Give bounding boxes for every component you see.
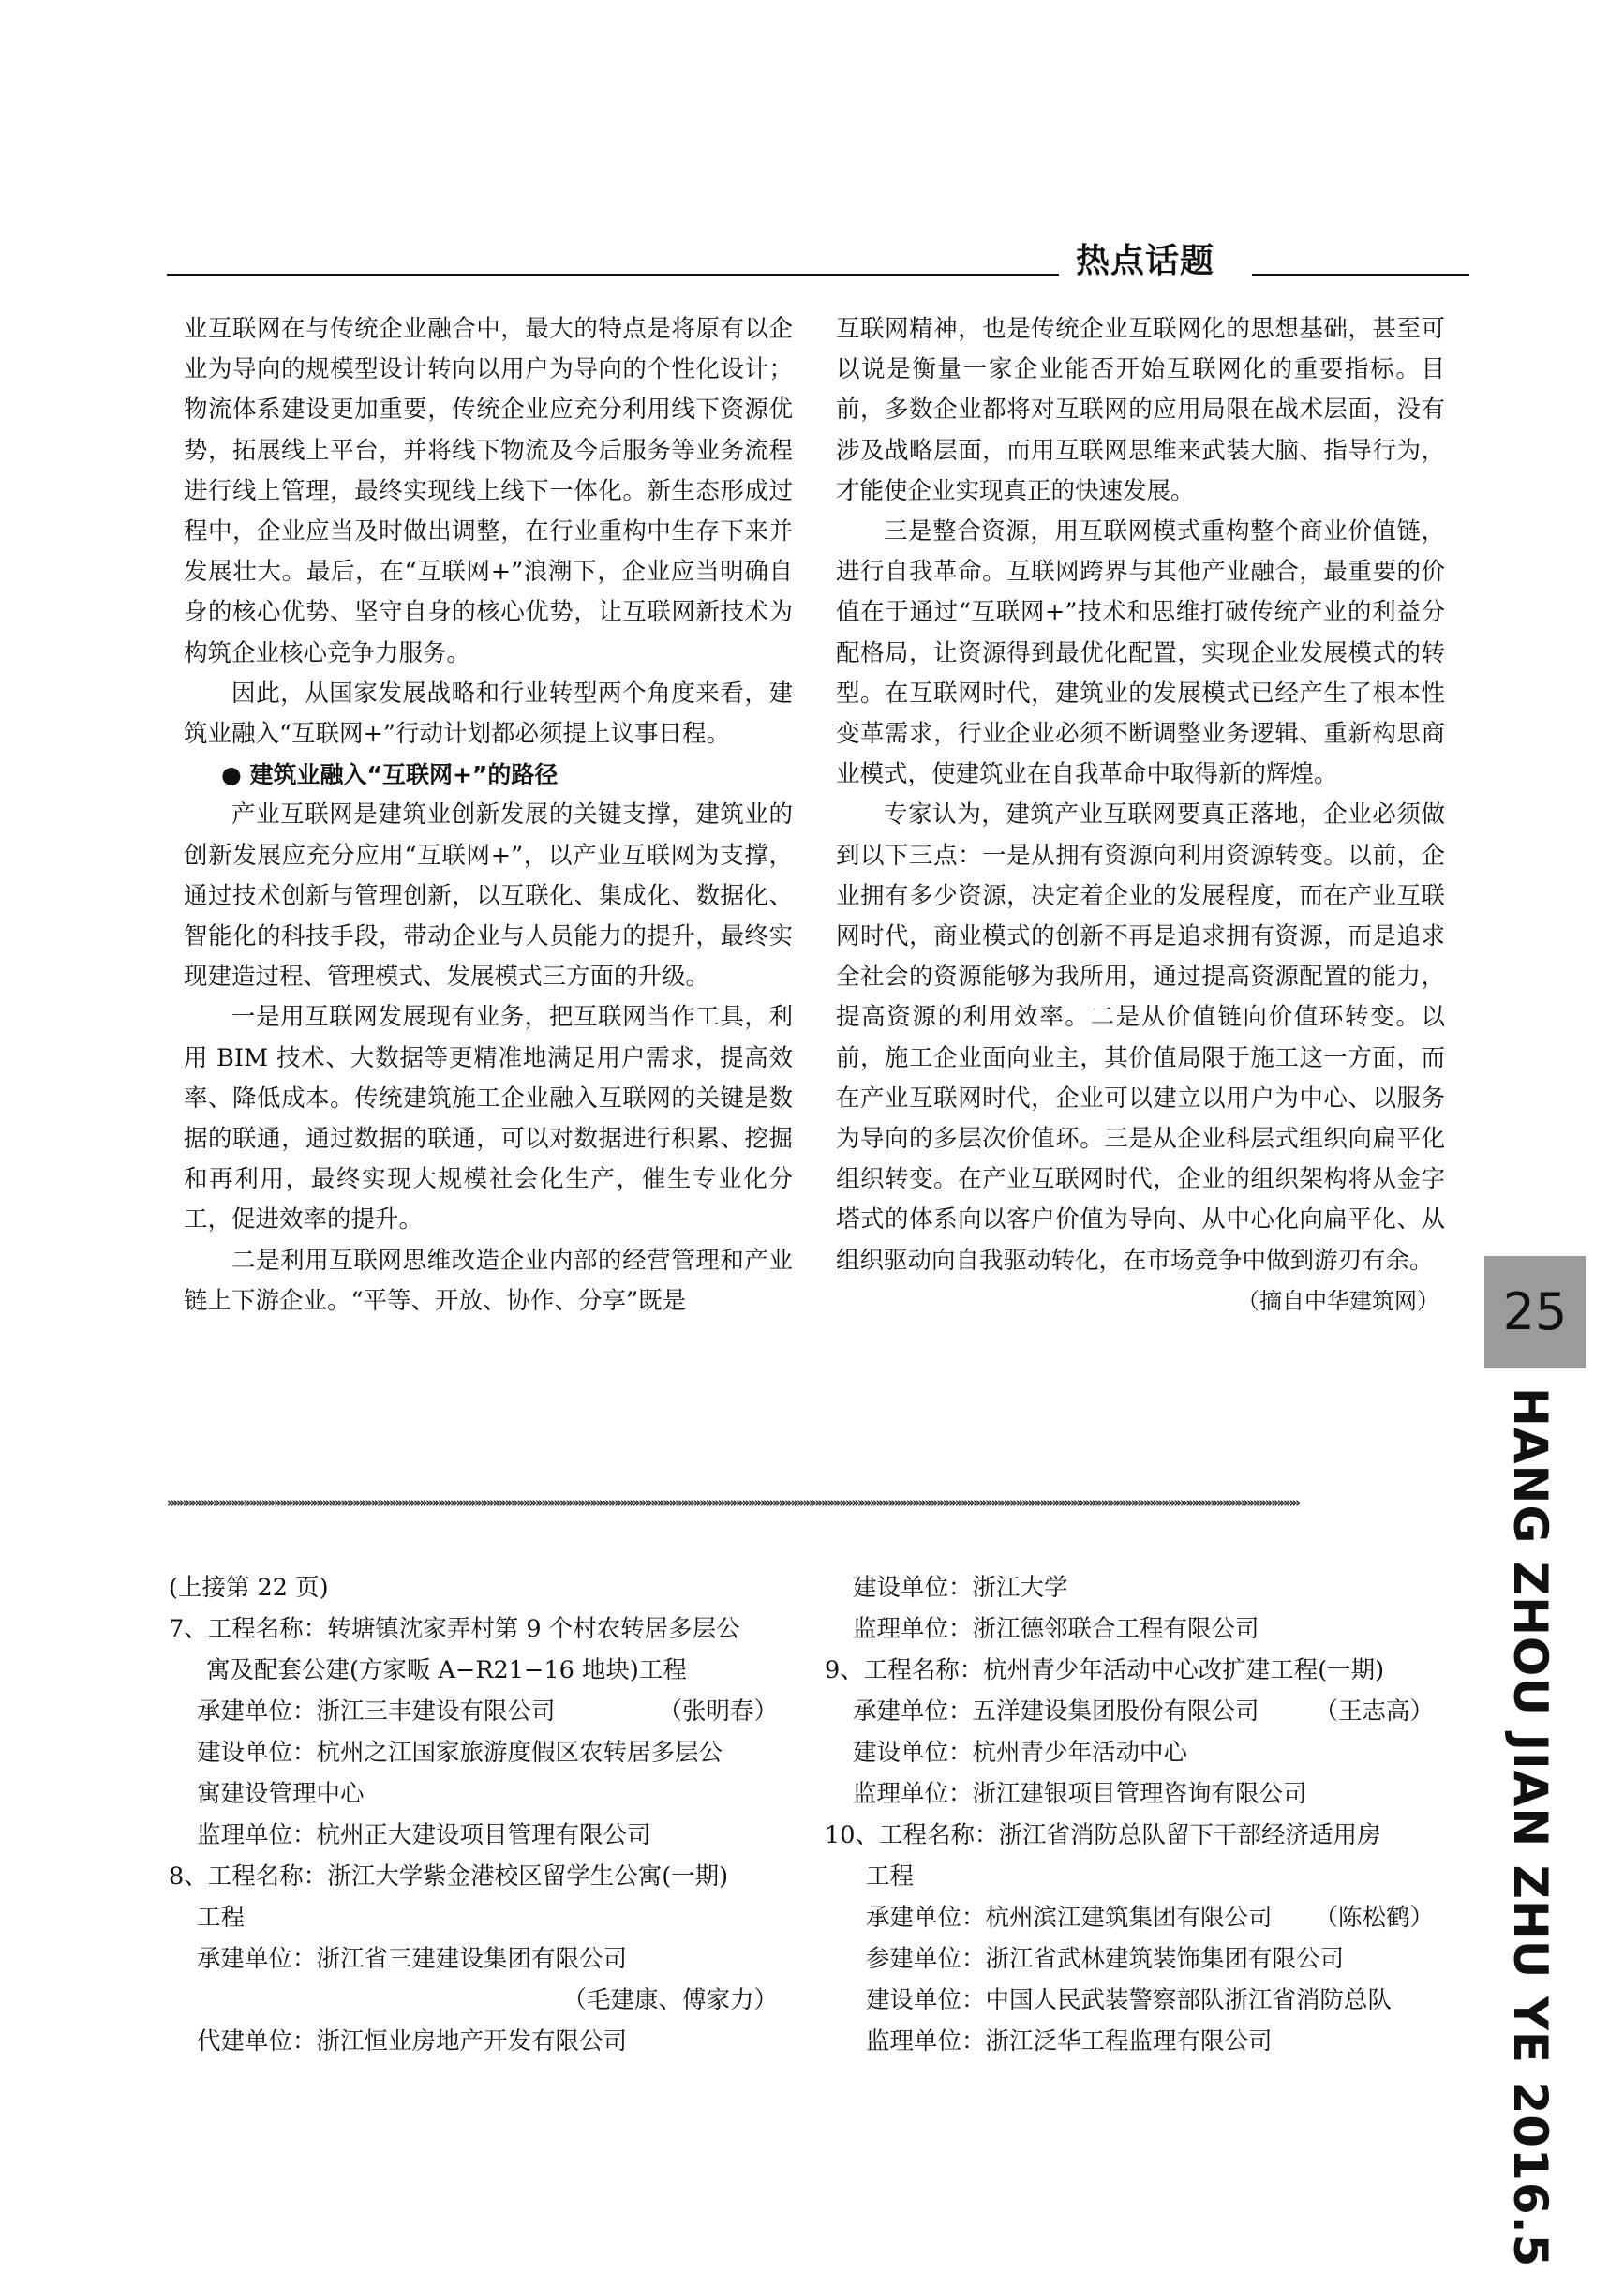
project-supervisor: 监理单位：浙江泛华工程监理有限公司 — [866, 2027, 1273, 2056]
contractor-person: （王志高） — [1314, 1697, 1434, 1726]
contractor-person: （张明春） — [658, 1697, 778, 1726]
paragraph: 二是利用互联网思维改造企业内部的经营管理和产业链上下游企业。“平等、开放、协作、分享”既是 — [184, 1246, 793, 1315]
contractor-person: （陈松鹤） — [1314, 1904, 1434, 1932]
project-title-cont: 寓及配套公建(方家畈 A−R21−16 地块)工程 — [206, 1656, 687, 1684]
project-contractor — [169, 1691, 778, 1732]
project-owner: 建设单位：中国人民武装警察部队浙江省消防总队 — [866, 1986, 1393, 2014]
project-owner: 建设单位：杭州青少年活动中心 — [853, 1739, 1188, 1767]
project-supervisor: 监理单位：浙江德邻联合工程有限公司 — [853, 1615, 1259, 1643]
journal-vertical-text: HANG ZHOU JIAN ZHU YE 2016.5 — [1503, 1387, 1557, 2268]
project-title: 9、工程名称：杭州青少年活动中心改扩建工程(一期) — [825, 1656, 1385, 1684]
project-list-right — [825, 1567, 1434, 2062]
project-contractor — [825, 1897, 1434, 1938]
header-rule-right — [1252, 274, 1469, 276]
article-left-column — [184, 309, 793, 1322]
contractor-person: （毛建康、傅家力） — [562, 1986, 778, 2014]
continued-note: (上接第 22 页) — [169, 1574, 329, 1602]
article-right-column — [836, 309, 1445, 1322]
contractor-label: 承建单位：五洋建设集团股份有限公司 — [853, 1697, 1259, 1726]
project-title-cont: 工程 — [866, 1862, 915, 1891]
paragraph: 专家认为，建筑产业互联网要真正落地，企业必须做到以下三点：一是从拥有资源向利用资源转变。以前，企业拥有多少资源，决定着企业的发展程度，而在产业互联网时代，商业模式的创新不再是追求拥有资源，而是追求全社会的资源能够为我所用，通过提高资源配置的能力，提高资源的利用效率。二是从价值链向价值环转变。以前，施工企业面向业主，其价值局限于施工这一方面，而在产业互联网时代，企业可以建立以用户为中心、以服务为导向的多层次价值环。三是从企业科层式组织向扁平化组织转变。在产业互联网时代，企业的组织架构将从金字塔式的体系向以客户价值为导向、从中心化向扁平化、从组织驱动向自我驱动转化，在市场竞争中做到游刃有余。 — [836, 800, 1445, 1275]
section-heading: ● 建筑业融入“互联网+”的路径 — [221, 761, 559, 789]
project-title: 8、工程名称：浙江大学紫金港校区留学生公寓(一期) — [169, 1862, 729, 1891]
journal-vertical-title — [1503, 1387, 1565, 2268]
project-list-left — [169, 1567, 778, 2062]
paragraph: 业互联网在与传统企业融合中，最大的特点是将原有以企业为导向的规模型设计转向以用户为导向的个性化设计；物流体系建设更加重要，传统企业应充分利用线下资源优势，拓展线上平台，并将线下物流及今后服务等业务流程进行线上管理，最终实现线上线下一体化。新生态形成过程中，企业应当及时做出调整，在行业重构中生存下来并发展壮大。最后，在“互联网+”浪潮下，企业应当明确自身的核心优势、坚守自身的核心优势，让互联网新技术为构筑企业核心竞争力服务。 — [184, 315, 793, 667]
arrow-divider: »»»»»»»»»»»»»»»»»»»»»»»»»»»»»»»»»»»»»»»»»»»»»»»»»»»»»»»»»»»»»»»»»»»»»»»»»»»»»»»»»»»»»»»»»»»»»»»»»»»»»»»»»»»»»»»»»»»»»»»»»»»»»»»»»»»»»»»»»»»»»»»»»»»»»»»»»»»»»»»»»»»»»»»»»»»»»»»»»»»»»»»»»» — [167, 1494, 1299, 1511]
project-owner-cont: 寓建设管理中心 — [197, 1780, 365, 1808]
contractor-label: 承建单位：杭州滨江建筑集团有限公司 — [866, 1904, 1273, 1932]
project-title: 10、工程名称：浙江省消防总队留下干部经济适用房 — [825, 1821, 1381, 1849]
project-title-cont: 工程 — [197, 1904, 246, 1932]
paragraph: 因此，从国家发展战略和行业转型两个角度来看，建筑业融入“互联网+”行动计划都必须提上议事日程。 — [184, 679, 793, 749]
project-contractor — [825, 1691, 1434, 1732]
section-title: 热点话题 — [1076, 242, 1215, 280]
project-agent: 代建单位：浙江恒业房地产开发有限公司 — [197, 2027, 628, 2056]
paragraph: 一是用互联网发展现有业务，把互联网当作工具，利用 BIM 技术、大数据等更精准地满足用户需求，提高效率、降低成本。传统建筑施工企业融入互联网的关键是数据的联通，通过数据的联通，可以对数据进行积累、挖掘和再利用，最终实现大规模社会化生产，催生专业化分工，促进效率的提升。 — [184, 1003, 793, 1234]
contractor-label: 承建单位：浙江三丰建设有限公司 — [197, 1697, 556, 1726]
paragraph: 互联网精神，也是传统企业互联网化的思想基础，甚至可以说是衡量一家企业能否开始互联网化的重要指标。目前，多数企业都将对互联网的应用局限在战术层面，没有涉及战略层面，而用互联网思维来武装大脑、指导行为，才能使企业实现真正的快速发展。 — [836, 315, 1445, 505]
project-owner: 建设单位：浙江大学 — [853, 1574, 1068, 1602]
project-supervisor: 监理单位：浙江建银项目管理咨询有限公司 — [853, 1780, 1307, 1808]
project-contractor-persons — [169, 1980, 778, 2021]
paragraph: 产业互联网是建筑业创新发展的关键支撑，建筑业的创新发展应充分应用“互联网+”，以产业互联网为支撑，通过技术创新与管理创新，以互联化、集成化、数据化、智能化的科技手段，带动企业与人员能力的提升，最终实现建造过程、管理模式、发展模式三方面的升级。 — [184, 800, 793, 992]
page-number-tab: 25 — [1484, 1256, 1586, 1368]
project-supervisor: 监理单位：杭州正大建设项目管理有限公司 — [197, 1821, 651, 1849]
project-title: 7、工程名称：转塘镇沈家弄村第 9 个村农转居多层公 — [169, 1615, 740, 1643]
article-source: （摘自中华建筑网） — [1237, 1287, 1439, 1314]
header-rule-left — [167, 274, 1059, 276]
paragraph: 三是整合资源，用互联网模式重构整个商业价值链，进行自我革命。互联网跨界与其他产业融合，最重要的价值在于通过“互联网+”技术和思维打破传统产业的利益分配格局，让资源得到最优化配置，实现企业发展模式的转型。在互联网时代，建筑业的发展模式已经产生了根本性变革需求，行业企业必须不断调整业务逻辑、重新构思商业模式，使建筑业在自我革命中取得新的辉煌。 — [836, 517, 1445, 789]
project-participant: 参建单位：浙江省武林建筑装饰集团有限公司 — [866, 1945, 1345, 1973]
project-owner: 建设单位：杭州之江国家旅游度假区农转居多层公 — [197, 1739, 723, 1767]
project-contractor: 承建单位：浙江省三建建设集团有限公司 — [197, 1945, 628, 1973]
